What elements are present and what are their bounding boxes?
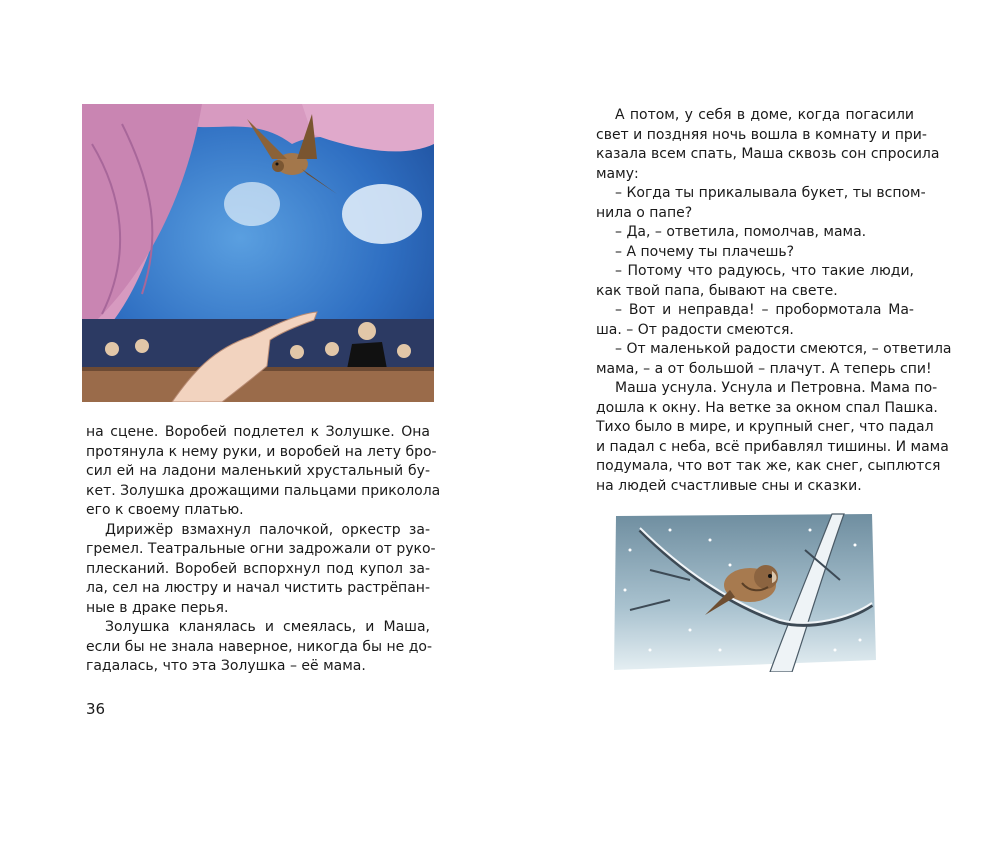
right-page-text [596,106,952,496]
text-line: Маша уснула. Уснула и Петровна. Мама по- [615,380,938,396]
text-line: гадалась, что эта Золушка – её мама. [86,658,366,674]
text-line: как твой папа, бывают на свете. [596,282,838,299]
text-line: казала всем спать, Маша сквозь сон спросила [596,146,940,162]
text-line: А потом, у себя в доме, когда погасили [615,107,914,123]
text-line: свет и поздняя ночь вошла в комнату и при- [596,126,927,143]
text-line: подумала, что вот так же, как снег, сыплются [596,458,941,474]
text-line: если бы не знала наверное, никогда бы не до- [86,638,433,655]
text-line: мама, – а от большой – плачут. А теперь спи! [596,360,932,377]
text-line: Тихо было в мире, и крупный снег, что падал [596,419,934,435]
text-line: – От маленькой радости смеются, – ответила [615,341,952,357]
sparrow-on-branch-illustration [610,510,878,672]
theatre-stage-illustration [82,104,434,402]
text-line: ша. – От радости смеются. [596,321,794,338]
text-line: его к своему платью. [86,502,244,518]
page-number: 36 [86,700,106,718]
text-line: и падал с неба, всё прибавлял тишины. И мама [596,438,949,455]
text-line: Золушка кланялась и смеялась, и Маша, [105,619,430,635]
text-line: кет. Золушка дрожащими пальцами приколола [86,482,441,499]
text-line: на людей счастливые сны и сказки. [596,477,862,494]
text-line: – Когда ты прикалывала букет, ты вспом- [615,185,926,201]
text-line: протянула к нему руки, и воробей на лету бро- [86,443,437,460]
text-line: сил ей на ладони маленький хрустальный бу- [86,463,430,479]
text-line: дошла к окну. На ветке за окном спал Пашка. [596,399,938,416]
text-line: – А почему ты плачешь? [615,243,795,260]
text-line: ла, сел на люстру и начал чистить растрёпан- [86,580,430,596]
text-line: Дирижёр взмахнул палочкой, оркестр за- [105,521,430,538]
text-line: плесканий. Воробей вспорхнул под купол за- [86,560,430,577]
text-line: маму: [596,165,639,182]
text-line: – Да, – ответила, помолчав, мама. [615,224,867,240]
right-page [500,0,1000,856]
text-line: – Потому что радуюсь, что такие люди, [615,263,914,279]
text-line: ные в драке перья. [86,599,229,616]
text-line: на сцене. Воробей подлетел к Золушке. Она [86,424,430,440]
text-line: – Вот и неправда! – пробормотала Ма- [615,302,914,318]
text-line: гремел. Театральные огни задрожали от руко- [86,541,436,557]
text-line: нила о папе? [596,204,693,221]
left-page-text [86,423,441,677]
